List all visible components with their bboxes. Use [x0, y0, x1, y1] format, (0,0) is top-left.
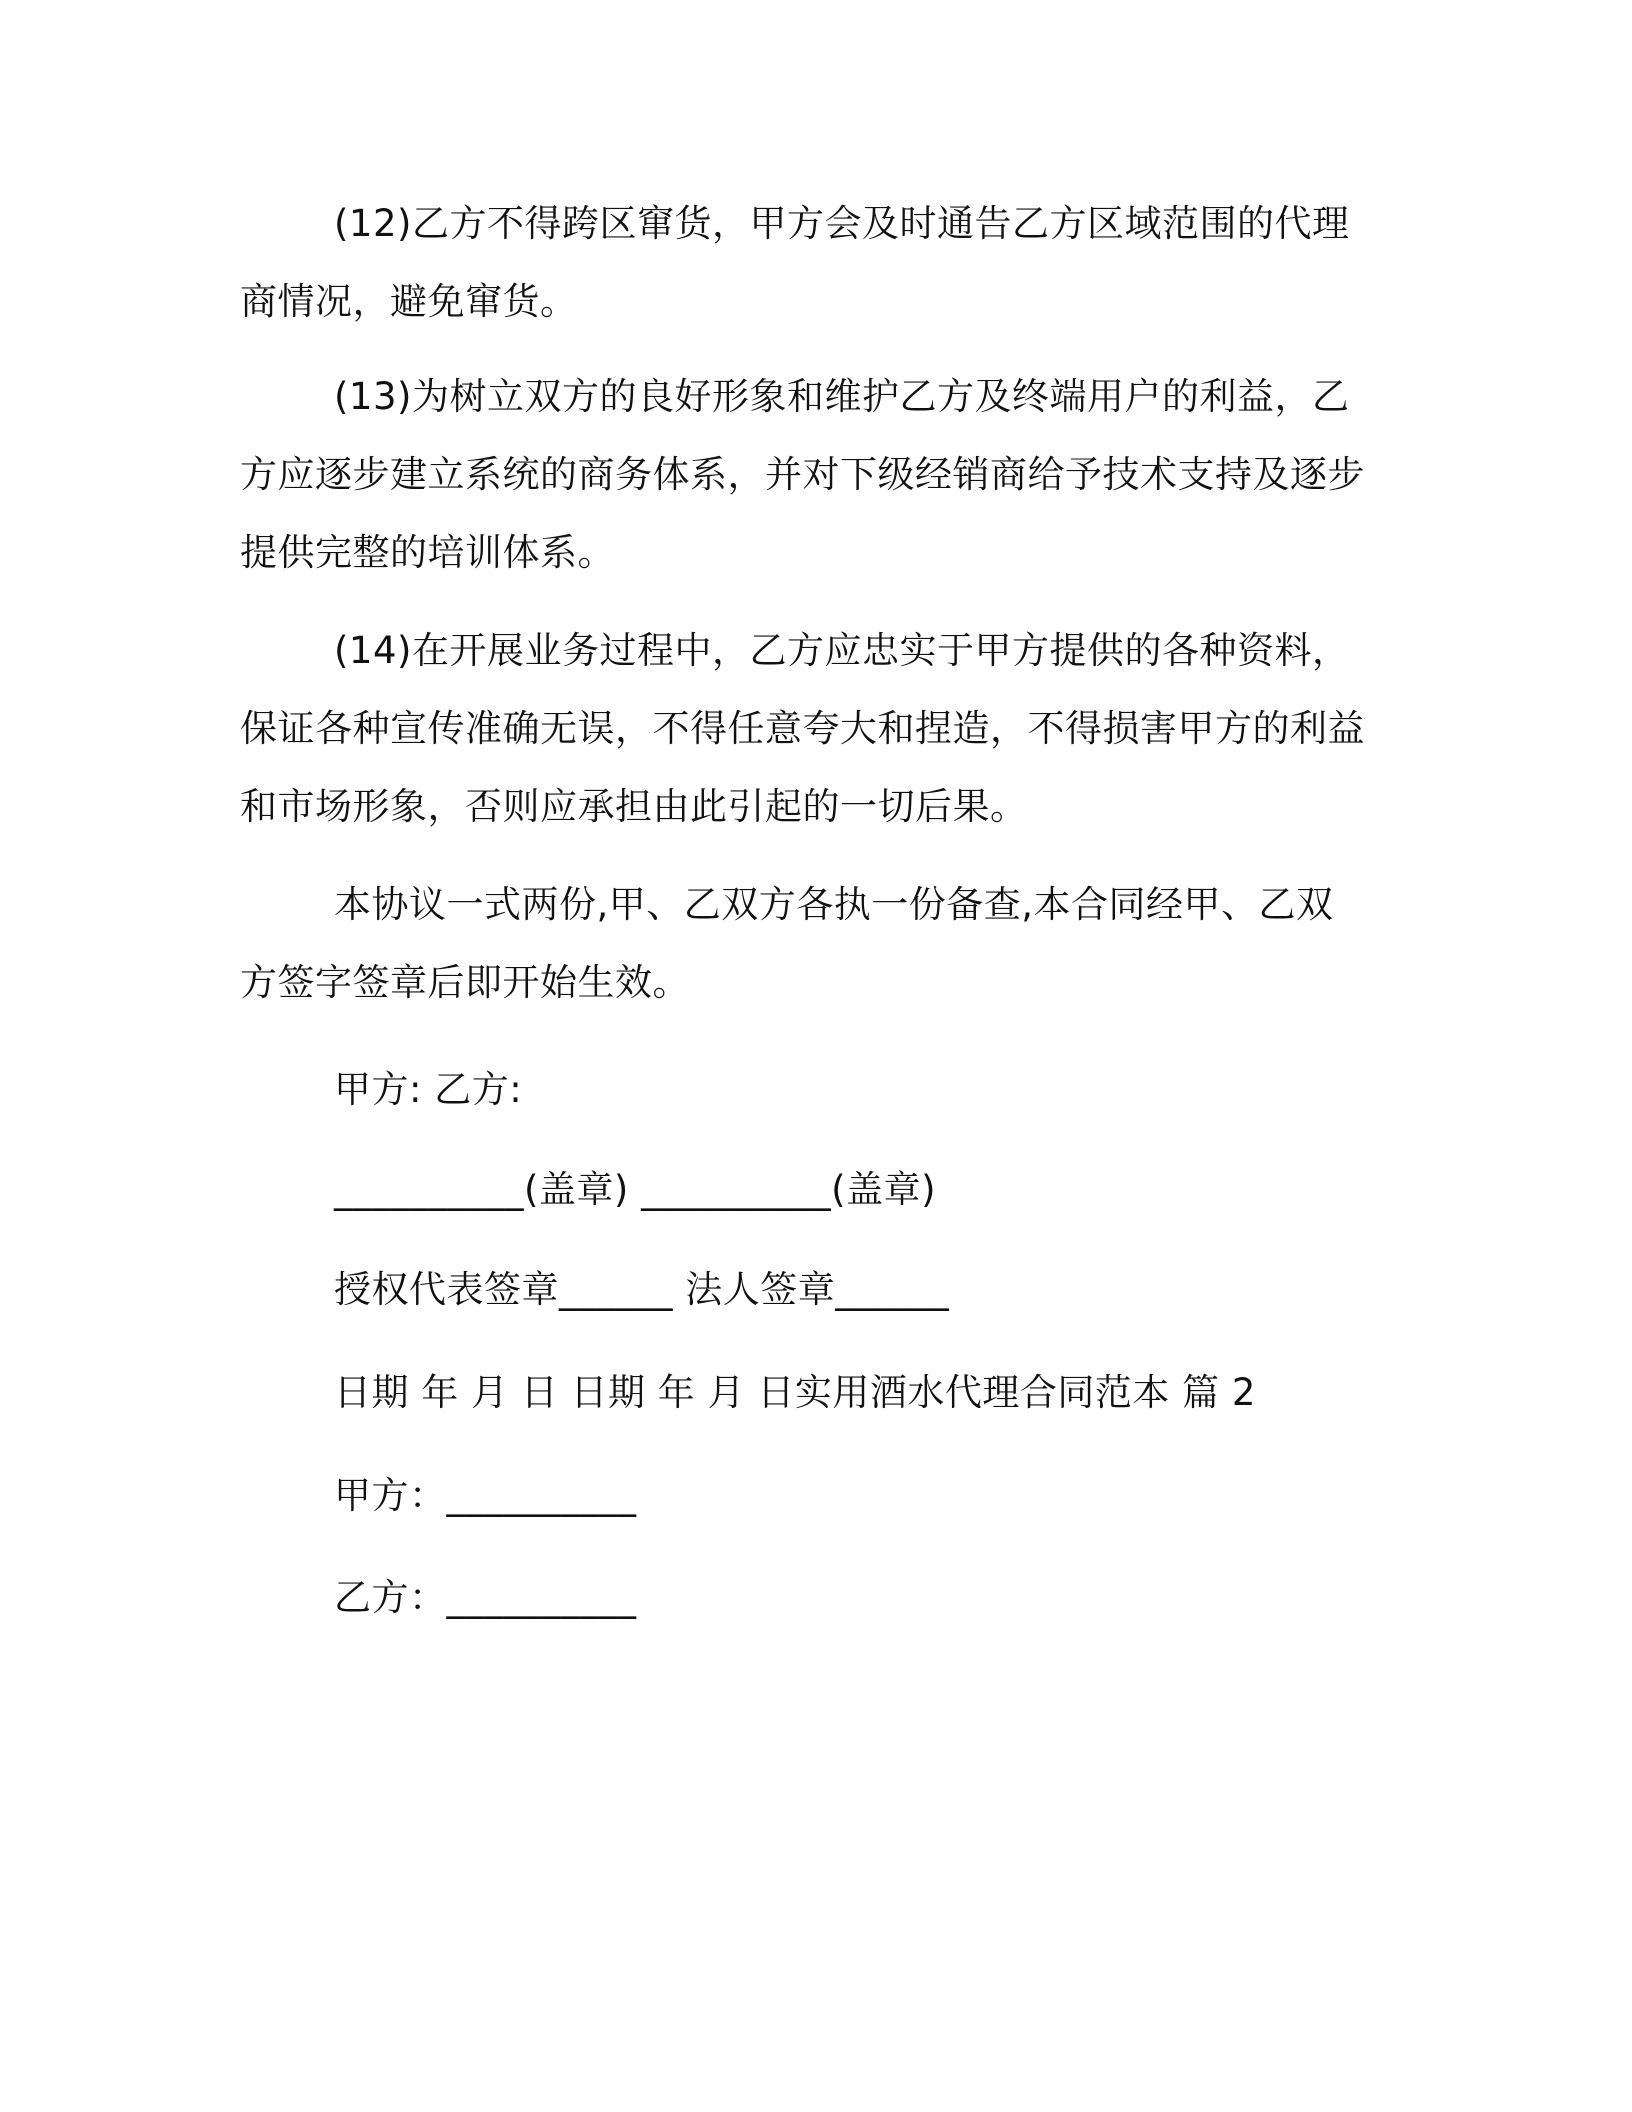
clause-13-paragraph: (13)为树立双方的良好形象和维护乙方及终端用户的利益，乙方应逐步建立系统的商务体系，并对下级经销商给予技术支持及逐步提供完整的培训体系。 [240, 375, 1365, 574]
date-and-title-line: 日期 年 月 日 日期 年 月 日实用酒水代理合同范本 篇 2 [334, 1371, 1256, 1414]
clause-14-paragraph: (14)在开展业务过程中，乙方应忠实于甲方提供的各种资料，保证各种宣传准确无误，不得任意夸大和捏造，不得损害甲方的利益和市场形象，否则应承担由此引起的一切后果。 [240, 629, 1365, 828]
seal-line: __________(盖章) __________(盖章) [334, 1168, 937, 1211]
clause-12-paragraph: (12)乙方不得跨区窜货，甲方会及时通告乙方区域范围的代理商情况，避免窜货。 [240, 202, 1350, 323]
party-a-line: 甲方：__________ [334, 1474, 637, 1517]
party-b-line: 乙方：__________ [334, 1576, 637, 1619]
parties-label: 甲方: 乙方: [334, 1068, 523, 1111]
copies-clause-paragraph: 本协议一式两份,甲、乙双方各执一份备查,本合同经甲、乙双方签字签章后即开始生效。 [240, 883, 1334, 1004]
signature-line: 授权代表签章______ 法人签章______ [334, 1268, 950, 1311]
